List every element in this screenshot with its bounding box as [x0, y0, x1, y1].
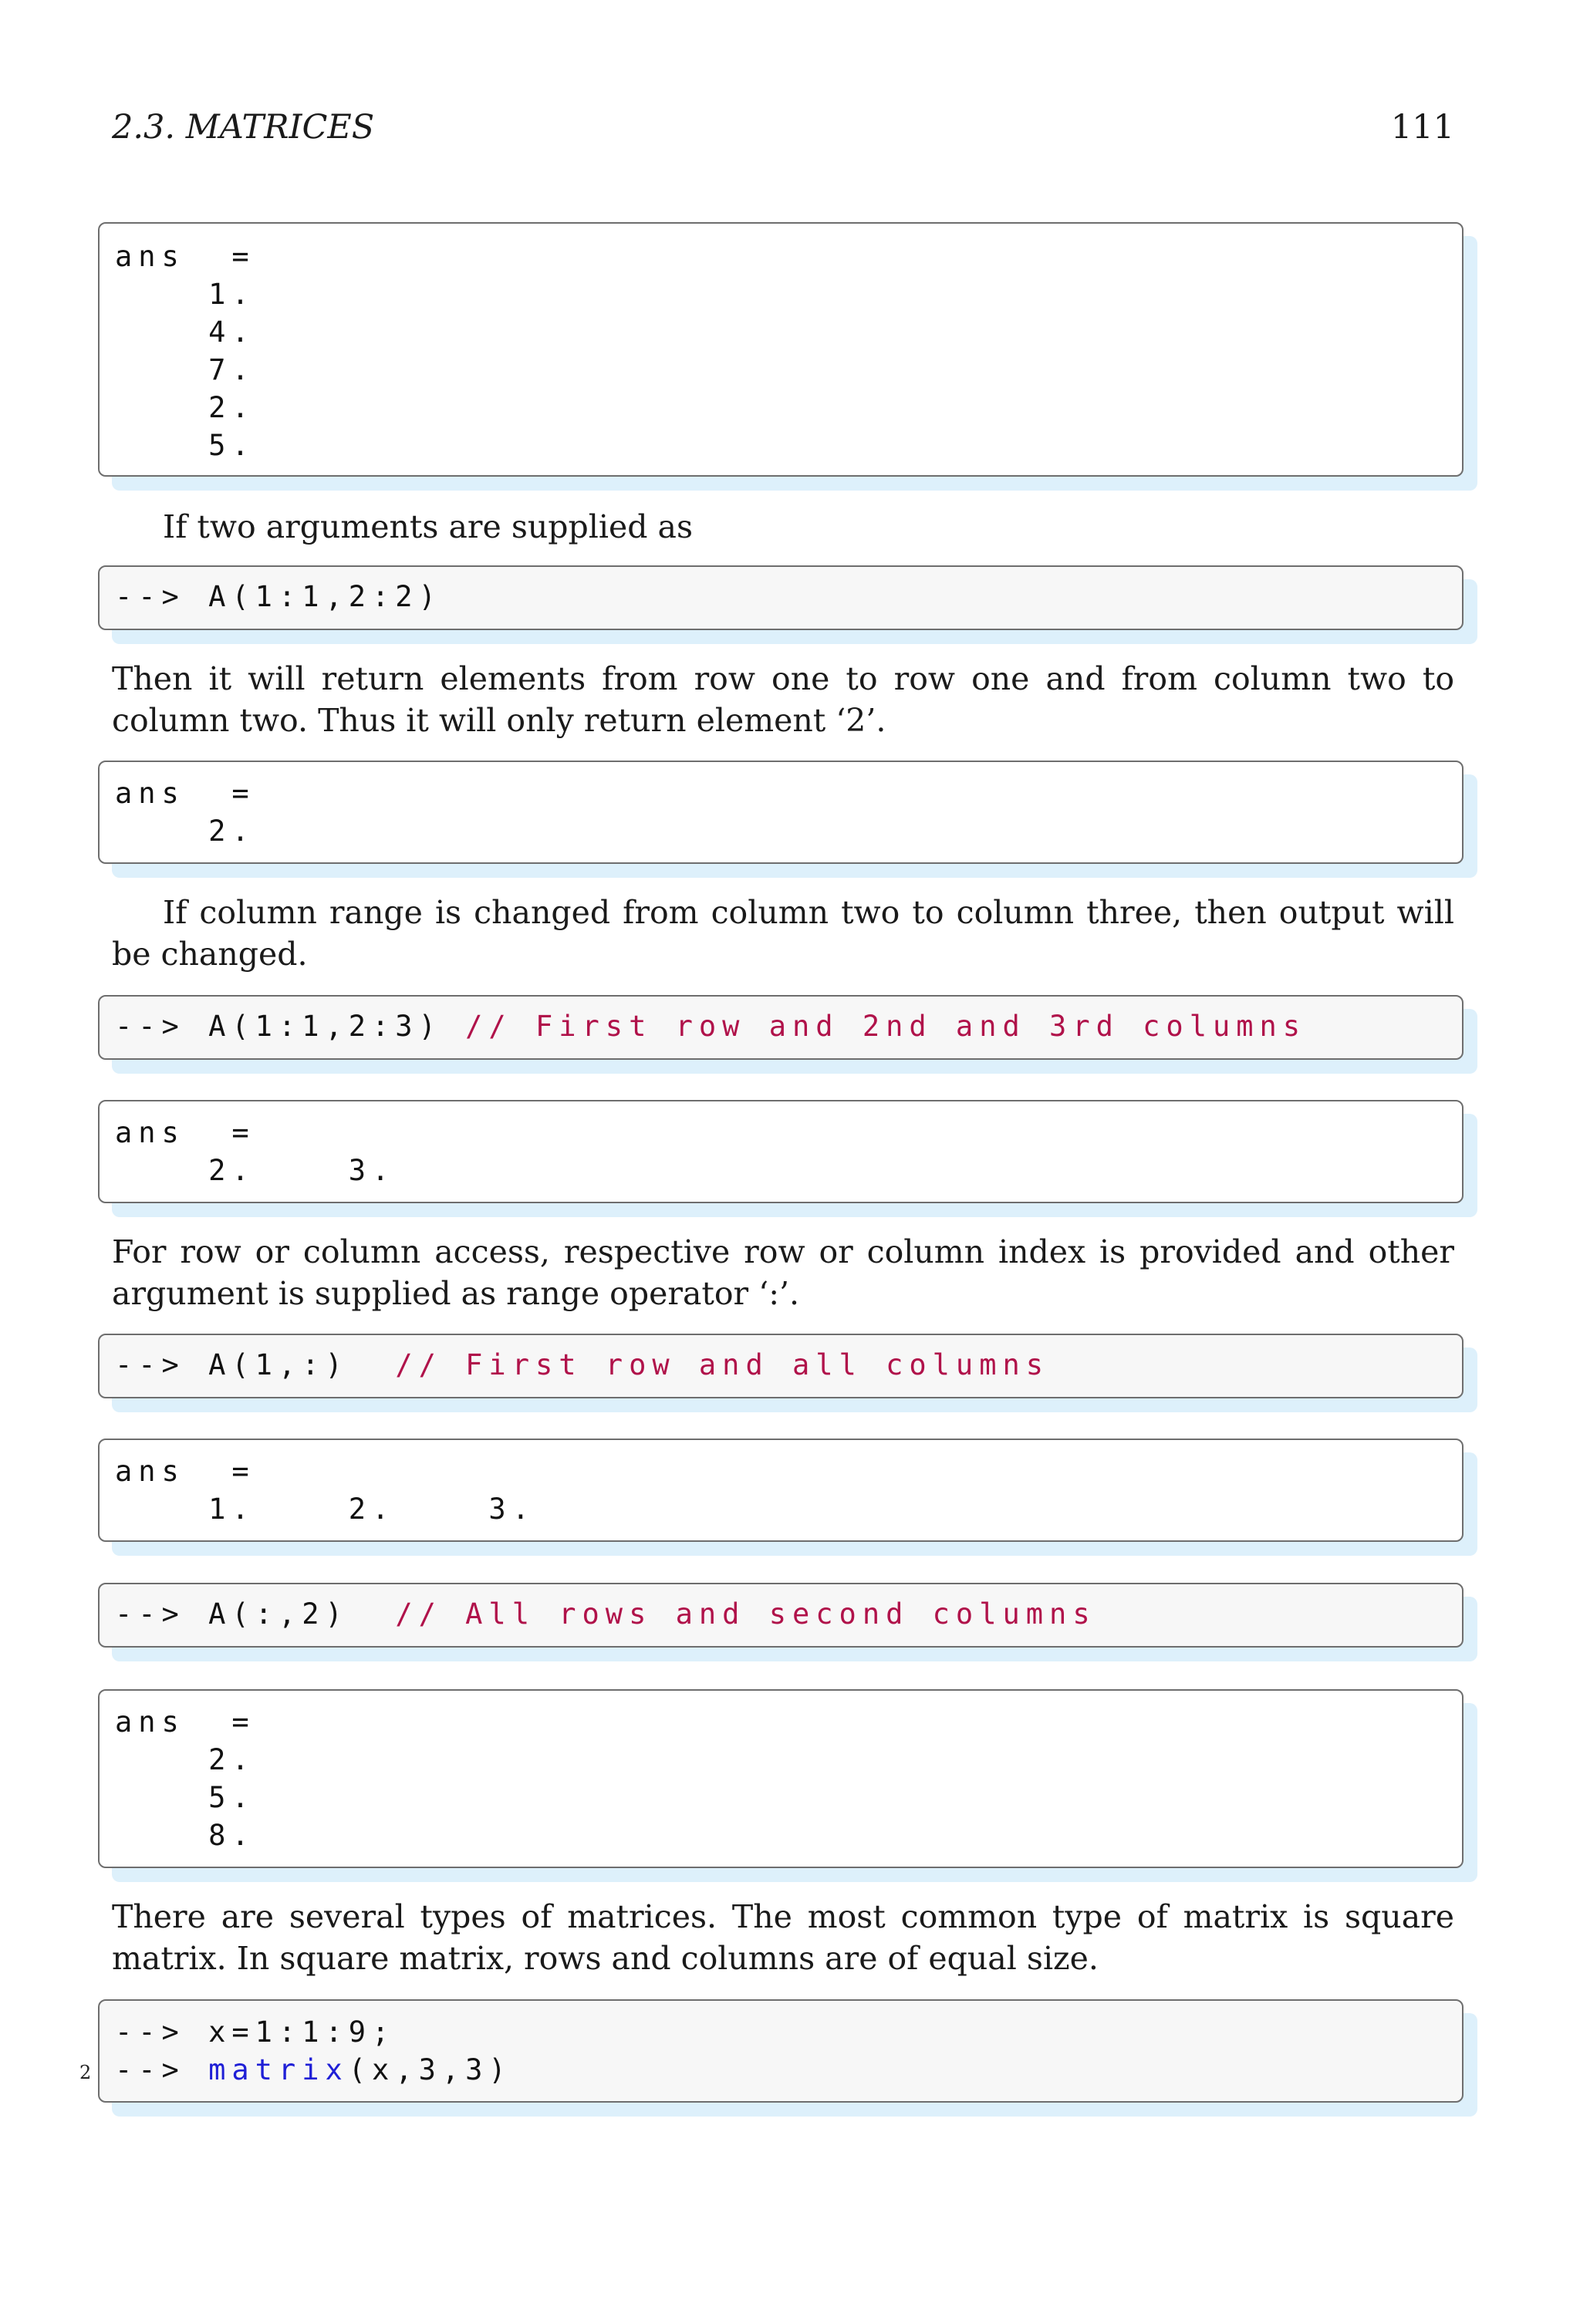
page-number: 111	[1390, 108, 1454, 147]
output-text: ans = 2. 5. 8.	[115, 1705, 255, 1852]
prompt: -->	[115, 1010, 185, 1043]
code-comment: // First row and all columns	[395, 1348, 1050, 1381]
code-lines: --> x=1:1:9; --> matrix(x,3,3)	[115, 2015, 512, 2086]
output-box	[98, 1100, 1464, 1203]
prompt: -->	[115, 1597, 185, 1631]
code-comment: // All rows and second columns	[395, 1597, 1096, 1631]
prompt: -->	[115, 2015, 185, 2049]
prompt: -->	[115, 2053, 185, 2086]
output-box	[98, 761, 1464, 864]
code-line: --> A(:,2) // All rows and second columns	[115, 1597, 1096, 1631]
code-input-box	[98, 1999, 1464, 2103]
code-input-box	[98, 1583, 1464, 1648]
code-function: matrix	[208, 2053, 349, 2086]
code-input-box	[98, 1334, 1464, 1398]
output-text: ans = 2. 3.	[115, 1116, 396, 1187]
running-header	[112, 108, 1454, 151]
prompt: -->	[115, 1348, 185, 1381]
output-box	[98, 222, 1464, 477]
code-line: --> A(1:1,2:3) // First row and 2nd and 3rd columns	[115, 1010, 1307, 1043]
output-text: ans = 2.	[115, 777, 255, 848]
paragraph: If column range is changed from column two to column three, then output will be changed.	[112, 894, 1454, 973]
paragraph: Then it will return elements from row one to row one and from column two to column two. Thus it will only return element ‘2’.	[112, 660, 1454, 739]
paragraph: There are several types of matrices. The most common type of matrix is square matrix. In square matrix, rows and columns are of equal size.	[112, 1898, 1454, 1977]
output-text: ans = 1. 2. 3.	[115, 1455, 535, 1526]
paragraph: If two arguments are supplied as	[163, 508, 694, 545]
code-comment: // First row and 2nd and 3rd columns	[465, 1010, 1307, 1043]
output-box	[98, 1439, 1464, 1542]
line-number: 2	[79, 2062, 92, 2083]
code-line: --> A(1:1,2:2)	[115, 580, 442, 613]
section-title: 2.3. MATRICES	[112, 108, 375, 147]
output-text: ans = 1. 4. 7. 2. 5.	[115, 240, 255, 462]
code-input-box	[98, 565, 1464, 630]
output-box	[98, 1689, 1464, 1868]
paragraph: For row or column access, respective row or column index is provided and other argument is supplied as range operator ‘:’.	[112, 1233, 1454, 1312]
code-line: --> A(1,:) // First row and all columns	[115, 1348, 1050, 1381]
prompt: -->	[115, 580, 185, 613]
code-input-box	[98, 995, 1464, 1060]
